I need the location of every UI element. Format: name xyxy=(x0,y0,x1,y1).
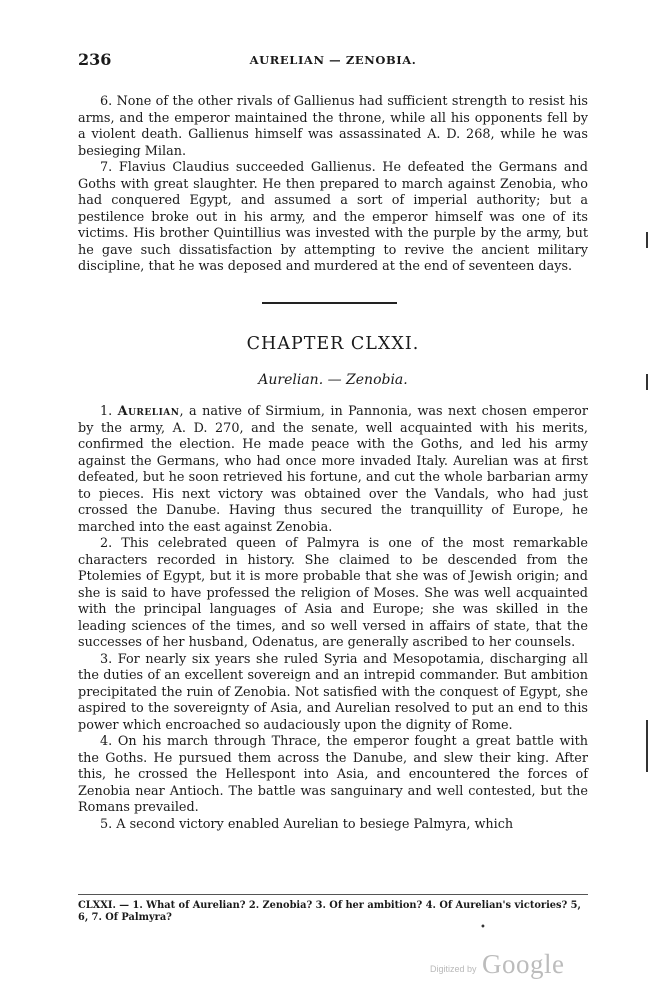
footnote-divider xyxy=(78,894,588,895)
previous-chapter-text xyxy=(78,94,588,276)
google-logo: Google xyxy=(482,949,565,979)
paragraph: 6. None of the other rivals of Gallienus had sufficient strength to resist his arms, and the emperor maintained the throne, while all his opponents fell by a violent death. Gallienus himself was assassinated A. D. 268, while he was besieging Milan. xyxy=(78,94,588,159)
margin-mark xyxy=(646,232,648,248)
margin-mark xyxy=(646,374,648,390)
page-number: 236 xyxy=(78,50,112,69)
chapter-title: CHAPTER CLXXI. xyxy=(246,334,420,354)
dot-mark: • xyxy=(480,922,486,933)
paragraph: 5. A second victory enabled Aurelian to besiege Palmyra, which xyxy=(100,816,514,832)
paragraph-body: , a native of Sirmium, in Pannonia, was next chosen emperor by the army, A. D. 270, and the senate, well acquainted with his merits, confirmed the election. He made peace with the Goths, and led his army against the Germans, who had once more invaded Italy. Aurelian was at first defeated, but he soon retrieved his fortune, and cut the whole barbarian army to pieces. His next victory was obtained over the Vandals, who had just crossed the Danube. Having thus secured the tranquillity of Europe, he marched into the east against Zenobia. xyxy=(78,404,588,535)
paragraph: 2. This celebrated queen of Palmyra is one of the most remarkable characters recorded in history. She claimed to be descended from the Ptolemies of Egypt, but it is more probable that she was of Jewish origin; and she is said to have professed the religion of Moses. She was well acquainted with the principal languages of Asia and Europe; she was skilled in the leading sciences of the times, and so well versed in affairs of state, that the successes of her husband, Odenatus, are generally ascribed to her counsels. xyxy=(78,536,588,650)
margin-mark xyxy=(646,720,648,772)
paragraph: 4. On his march through Thrace, the emperor fought a great battle with the Goths. He pursued them across the Danube, and slew their king. After this, he crossed the Hellespont into Asia, and encountered the forces of Zenobia near Antioch. The battle was sanguinary and well contested, but the Romans prevailed. xyxy=(78,734,588,815)
footnote-questions: CLXXI. — 1. What of Aurelian? 2. Zenobia? 3. Of her ambition? 4. Of Aurelian's victories? 5, 6, 7. Of Palmyra? xyxy=(78,900,581,923)
paragraph-number: 1. xyxy=(100,404,113,419)
page-header xyxy=(78,50,588,72)
lead-word: Aurelian xyxy=(117,404,180,419)
chapter-text xyxy=(78,404,588,833)
digitized-watermark xyxy=(430,950,630,980)
section-divider xyxy=(262,302,397,304)
paragraph: 7. Flavius Claudius succeeded Gallienus. He defeated the Germans and Goths with great slaughter. He then prepared to march against Zenobia, who had conquered Egypt, and assumed a sort of imperial authority; but a pestilence broke out in his army, and the emperor himself was one of its victims. His brother Quintillius was invested with the purple by the army, but he gave such dissatisfaction by attempting to revive the ancient military discipline, that he was deposed and murdered at the end of seventeen days. xyxy=(78,160,588,274)
running-title: AURELIAN — ZENOBIA. xyxy=(249,53,417,67)
paragraph xyxy=(78,404,588,536)
watermark-prefix: Digitized by xyxy=(430,964,477,974)
paragraph: 3. For nearly six years she ruled Syria and Mesopotamia, discharging all the duties of an excellent sovereign and an intrepid commander. But ambition precipitated the ruin of Zenobia. Not satisfied with the conquest of Egypt, she aspired to the sovereignty of Asia, and Aurelian resolved to put an end to this power which encroached so audaciously upon the dignity of Rome. xyxy=(78,651,588,733)
chapter-subtitle: Aurelian. — Zenobia. xyxy=(258,372,408,388)
